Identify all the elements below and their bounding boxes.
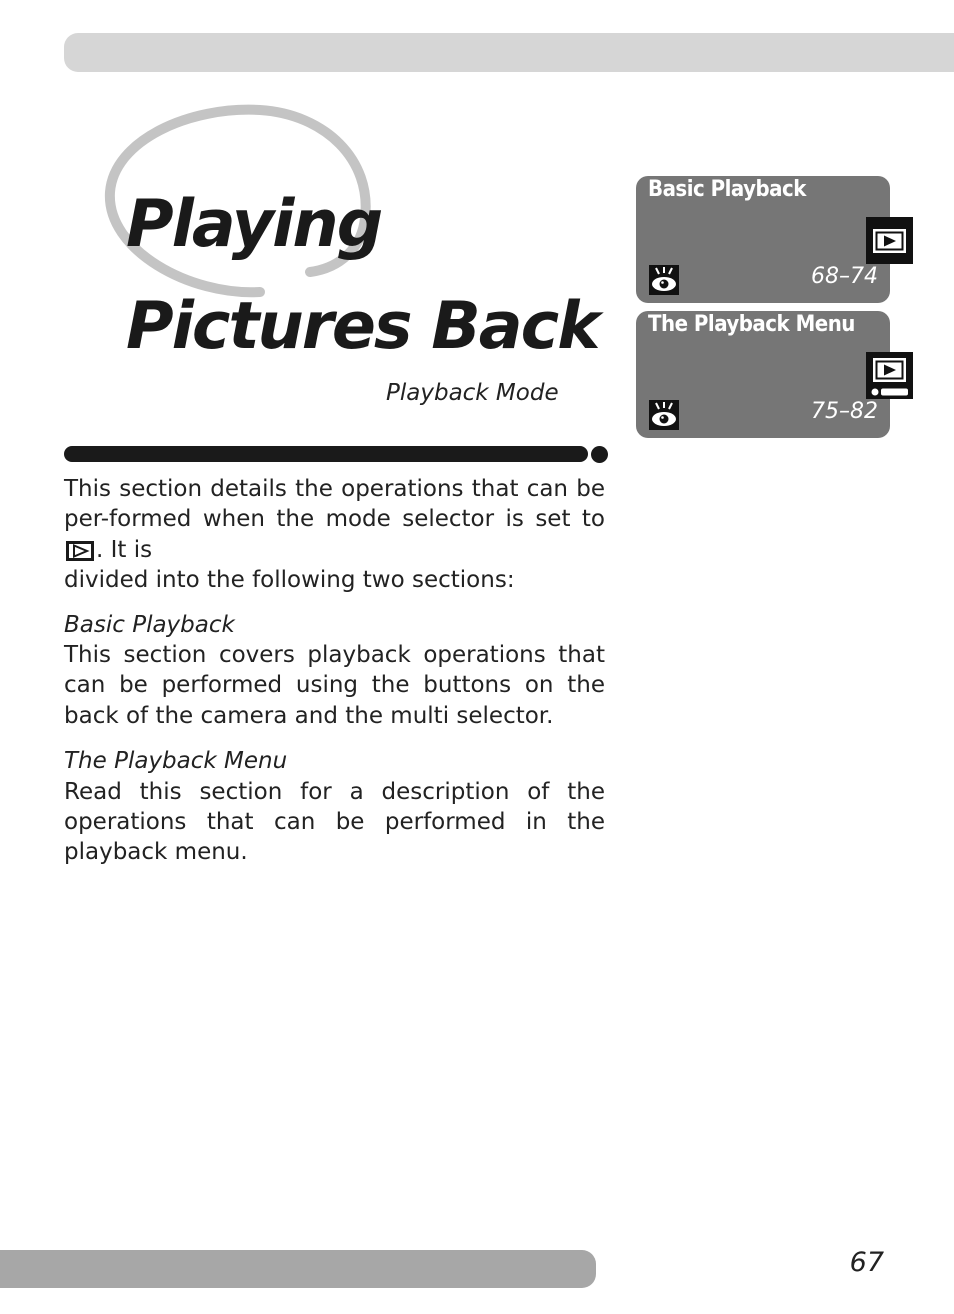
page-subtitle: Playback Mode <box>386 380 559 406</box>
toc-title-basic-playback: Basic Playback <box>648 177 806 202</box>
section-rule-dot <box>591 446 608 463</box>
section-rule <box>64 446 588 462</box>
intro-paragraph <box>64 474 605 596</box>
section-title-playback-menu: The Playback Menu <box>64 748 288 775</box>
section-text-basic-playback: This section covers playback operations that can be performed using the buttons on the back of the camera and the multi selector. <box>64 642 605 729</box>
section-title-basic-playback: Basic Playback <box>64 611 235 638</box>
playback-mode-icon <box>66 541 94 561</box>
toc-title-playback-menu: The Playback Menu <box>648 312 855 337</box>
header-bar <box>64 33 954 72</box>
intro-text-start: This section details the operations that can be per-formed when the mode selector is set to <box>64 476 605 533</box>
eye-reference-icon <box>649 400 679 430</box>
page-title-line-2: Pictures Back <box>126 289 599 364</box>
eye-reference-icon <box>649 265 679 295</box>
playback-menu-icon <box>866 352 913 399</box>
toc-pages-basic-playback: 68–74 <box>811 264 878 289</box>
footer-bar <box>0 1250 596 1288</box>
page-title-line-1: Playing <box>126 187 382 262</box>
intro-text-end: divided into the following two sections: <box>64 567 515 594</box>
page-number: 67 <box>849 1247 884 1278</box>
body-text <box>64 474 605 868</box>
toc-card-playback-menu[interactable] <box>636 311 890 438</box>
toc-pages-playback-menu: 75–82 <box>811 399 878 424</box>
section-text-playback-menu: Read this section for a description of the operations that can be performed in the playback menu. <box>64 778 605 866</box>
playback-mode-icon <box>866 217 913 264</box>
intro-text-mid: . It is <box>96 536 153 563</box>
toc-card-basic-playback[interactable] <box>636 176 890 303</box>
